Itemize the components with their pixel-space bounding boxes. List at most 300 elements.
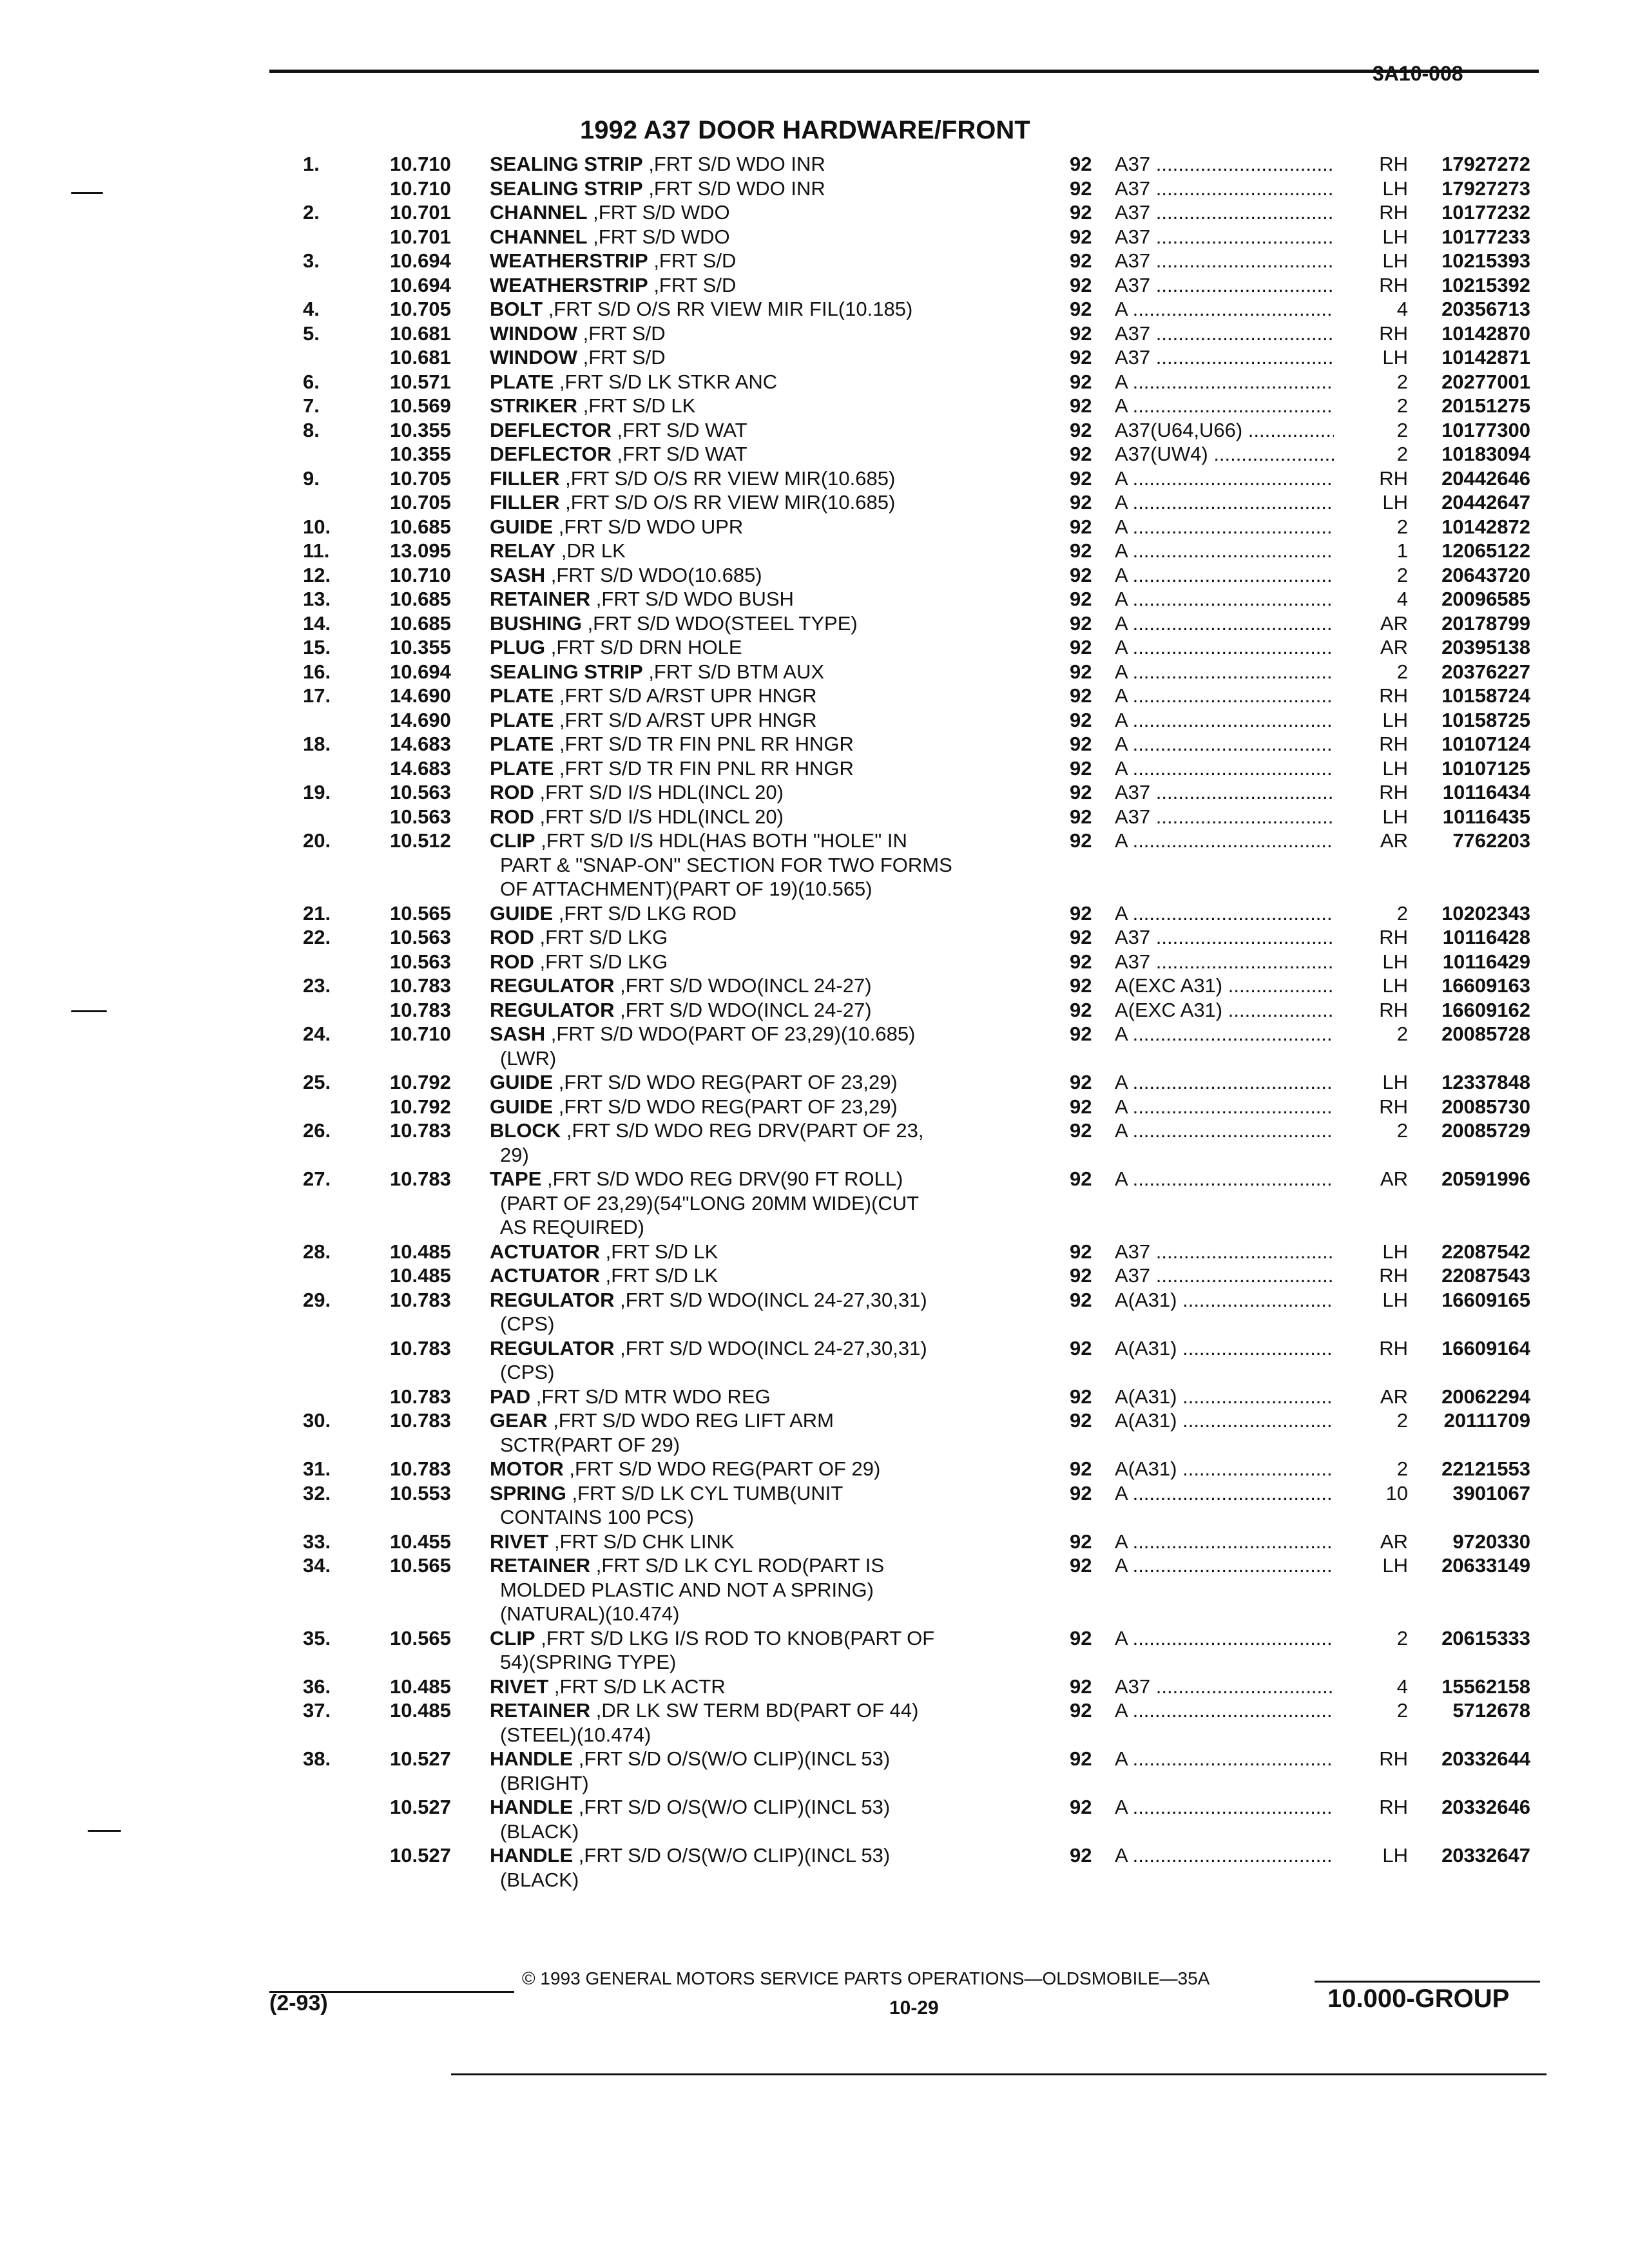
model-year: 92 — [1070, 781, 1092, 803]
part-description: ,FRT S/D CHK LINK — [548, 1530, 735, 1553]
model-year: 92 — [1070, 926, 1092, 948]
part-name: RELAY — [490, 539, 556, 562]
part-description: ,FRT S/D O/S RR VIEW MIR(10.685) — [559, 466, 896, 490]
part-description: ,DR LK — [555, 539, 626, 562]
group-number: 10.355 — [390, 636, 451, 658]
part-number: 20085730 — [1441, 1095, 1530, 1118]
part-name-cell — [490, 635, 1044, 660]
part-description: ,FRT S/D WDO INR — [642, 177, 825, 200]
part-number: 10116428 — [1442, 926, 1530, 948]
series: A ..... — [1115, 1022, 1334, 1046]
model-year: 92 — [1070, 901, 1092, 925]
quantity: LH — [1382, 974, 1408, 997]
continued-description: (BLACK) — [500, 1820, 579, 1843]
group-number: 10.701 — [390, 225, 451, 248]
quantity: LH — [1382, 249, 1408, 272]
group-number: 10.783 — [390, 1457, 451, 1480]
part-name: GUIDE — [490, 1071, 554, 1093]
part-name: RIVET — [490, 1675, 549, 1698]
part-name: BLOCK — [490, 1119, 561, 1142]
continued-description: (CPS) — [500, 1361, 555, 1383]
part-number: 16609164 — [1441, 1336, 1530, 1360]
group-number: 10.565 — [390, 901, 451, 925]
part-row — [0, 950, 1629, 974]
part-row — [0, 152, 1629, 177]
part-description: ,FRT S/D WDO REG DRV(90 FT ROLL) — [541, 1168, 903, 1190]
part-name: PLATE — [490, 684, 554, 707]
part-name-cell — [490, 1264, 1044, 1288]
part-description: ,FRT S/D LKG — [534, 950, 668, 973]
group-number: 14.683 — [390, 756, 451, 780]
group-number: 10.694 — [390, 660, 451, 683]
description-continuation — [0, 1650, 1629, 1675]
part-number: 20085729 — [1441, 1119, 1530, 1142]
series: A(A31) ..... — [1115, 1385, 1334, 1409]
series: A(EXC A31) ..... — [1115, 998, 1334, 1023]
group-number: 10.563 — [390, 805, 451, 828]
group-number: 10.783 — [390, 1385, 451, 1408]
part-name-cell — [490, 708, 1044, 733]
continued-description: (CPS) — [500, 1312, 555, 1335]
part-description: ,FRT S/D WDO(INCL 24-27) — [614, 998, 872, 1021]
part-name: BOLT — [490, 298, 543, 320]
description-continuation — [0, 1578, 1629, 1602]
part-number: 20615333 — [1441, 1626, 1530, 1649]
group-number: 10.512 — [390, 829, 451, 852]
part-description: ,FRT S/D LK CYL TUMB(UNIT — [566, 1481, 843, 1504]
part-name-cell — [490, 1336, 1044, 1361]
part-row — [0, 297, 1629, 322]
description-continuation — [0, 1433, 1629, 1457]
part-description: ,FRT S/D — [577, 346, 666, 369]
part-name-cell — [490, 1457, 1044, 1481]
ref-number: 22. — [303, 926, 331, 948]
quantity: LH — [1382, 805, 1408, 828]
part-description: ,FRT S/D TR FIN PNL RR HNGR — [554, 733, 854, 755]
part-name: REGULATOR — [490, 1336, 615, 1360]
series: A37 ..... — [1115, 200, 1334, 225]
part-row — [0, 249, 1629, 273]
part-number: 20332646 — [1441, 1796, 1530, 1818]
series: A ..... — [1115, 1530, 1334, 1554]
part-number: 20376227 — [1441, 660, 1530, 683]
part-name-cell — [490, 829, 1044, 853]
revision-date: (2-93) — [269, 1991, 328, 2015]
model-year: 92 — [1070, 370, 1092, 393]
ref-number: 28. — [303, 1240, 331, 1263]
part-name: CLIP — [490, 829, 535, 852]
part-name: RIVET — [490, 1530, 549, 1553]
part-row — [0, 225, 1629, 249]
description-continuation — [0, 1312, 1629, 1336]
part-name: STRIKER — [490, 394, 578, 417]
model-year: 92 — [1070, 1554, 1092, 1577]
part-row — [0, 1264, 1629, 1288]
part-description: ,FRT S/D WDO — [587, 225, 730, 248]
quantity: RH — [1379, 1796, 1408, 1818]
quantity: LH — [1382, 225, 1408, 248]
part-name: SPRING — [490, 1481, 566, 1504]
page-code: 3A10-008 — [1373, 62, 1463, 85]
quantity: AR — [1380, 1168, 1408, 1190]
part-name-cell — [490, 563, 1044, 588]
part-description: ,FRT S/D WDO REG(PART OF 23,29) — [553, 1095, 898, 1118]
series: A37 ..... — [1115, 1264, 1334, 1288]
quantity: 4 — [1396, 588, 1408, 610]
series: A ..... — [1115, 660, 1334, 684]
group-number: 10.685 — [390, 611, 451, 635]
quantity: 10 — [1385, 1481, 1408, 1504]
series: A37 ..... — [1115, 345, 1334, 370]
part-name-cell — [490, 225, 1044, 249]
ref-number: 15. — [303, 636, 331, 658]
group-number: 10.783 — [390, 1119, 451, 1142]
part-description: ,FRT S/D LK STKR ANC — [554, 370, 778, 393]
part-description: ,FRT S/D — [648, 273, 737, 296]
part-number: 20591996 — [1441, 1168, 1530, 1190]
page-title: 1992 A37 DOOR HARDWARE/FRONT — [580, 116, 1030, 144]
continued-description: (NATURAL)(10.474) — [500, 1602, 680, 1625]
part-row — [0, 1698, 1629, 1723]
ref-number: 25. — [303, 1071, 331, 1093]
part-name: PAD — [490, 1385, 531, 1408]
part-row — [0, 1530, 1629, 1554]
part-row — [0, 901, 1629, 926]
part-description: ,FRT S/D A/RST UPR HNGR — [554, 708, 817, 731]
group-number: 10.485 — [390, 1675, 451, 1698]
series: A(A31) ..... — [1115, 1408, 1334, 1433]
group-number: 10.694 — [390, 249, 451, 272]
part-number: 17927272 — [1441, 153, 1530, 175]
description-continuation — [0, 1723, 1629, 1747]
model-year: 92 — [1070, 708, 1092, 731]
series: A(EXC A31) ..... — [1115, 974, 1334, 998]
series: A ..... — [1115, 1626, 1334, 1651]
series: A37 ..... — [1115, 152, 1334, 177]
ref-number: 38. — [303, 1747, 331, 1770]
continued-description: PART & "SNAP-ON" SECTION FOR TWO FORMS — [500, 853, 952, 876]
part-number: 10177233 — [1441, 225, 1530, 248]
continued-description: (PART OF 23,29)(54"LONG 20MM WIDE)(CUT — [500, 1191, 920, 1215]
quantity: LH — [1382, 1554, 1408, 1577]
part-name: ROD — [490, 805, 534, 828]
group-number: 10.527 — [390, 1796, 451, 1818]
group-number: 10.355 — [390, 418, 451, 441]
group-number: 10.705 — [390, 491, 451, 514]
part-name: PLATE — [490, 708, 554, 731]
part-name-cell — [490, 1553, 1044, 1578]
part-name: ROD — [490, 781, 534, 803]
model-year: 92 — [1070, 950, 1092, 973]
part-name: DEFLECTOR — [490, 443, 612, 465]
model-year: 92 — [1070, 756, 1092, 780]
part-name: FILLER — [490, 491, 560, 514]
part-name-cell — [490, 1843, 1044, 1868]
model-year: 92 — [1070, 1385, 1092, 1408]
quantity: RH — [1379, 1264, 1408, 1287]
model-year: 92 — [1070, 1747, 1092, 1770]
part-row — [0, 684, 1629, 708]
quantity: LH — [1382, 1288, 1408, 1311]
part-name-cell — [490, 780, 1044, 805]
series: A37 ..... — [1115, 249, 1334, 273]
part-name: ACTUATOR — [490, 1240, 601, 1263]
part-name: CLIP — [490, 1626, 535, 1649]
quantity: 2 — [1396, 901, 1408, 925]
series: A ..... — [1115, 394, 1334, 418]
part-description: ,FRT S/D WDO REG DRV(PART OF 23, — [561, 1119, 924, 1142]
part-row — [0, 1022, 1629, 1046]
part-description: ,FRT S/D I/S HDL(HAS BOTH "HOLE" IN — [535, 829, 907, 852]
group-number: 10.565 — [390, 1626, 451, 1649]
part-name: WINDOW — [490, 322, 578, 345]
part-name: SASH — [490, 1023, 546, 1045]
part-number: 16609165 — [1441, 1288, 1530, 1311]
part-name-cell — [490, 1675, 1044, 1699]
part-number: 12065122 — [1441, 539, 1530, 562]
part-name-cell — [490, 1167, 1044, 1191]
part-number: 10202343 — [1441, 901, 1530, 925]
ref-number: 9. — [303, 466, 320, 490]
model-year: 92 — [1070, 1288, 1092, 1311]
part-description: ,FRT S/D WDO UPR — [553, 515, 744, 538]
part-number: 20096585 — [1441, 588, 1530, 610]
part-number: 20085728 — [1441, 1023, 1530, 1045]
model-year: 92 — [1070, 1457, 1092, 1480]
ref-number: 26. — [303, 1119, 331, 1142]
part-description: ,FRT S/D WDO(INCL 24-27,30,31) — [614, 1336, 927, 1360]
part-number: 20332644 — [1441, 1747, 1530, 1770]
ref-number: 10. — [303, 515, 331, 538]
continued-description: 54)(SPRING TYPE) — [500, 1651, 677, 1673]
part-name: REGULATOR — [490, 974, 615, 997]
series: A ..... — [1115, 732, 1334, 756]
part-row — [0, 273, 1629, 298]
part-number: 20395138 — [1441, 636, 1530, 658]
part-row — [0, 974, 1629, 998]
part-name-cell — [490, 345, 1044, 370]
model-year: 92 — [1070, 1095, 1092, 1118]
part-number: 20356713 — [1441, 298, 1530, 320]
part-description: ,FRT S/D LKG I/S ROD TO KNOB(PART OF — [535, 1626, 935, 1649]
part-name-cell — [490, 297, 1044, 322]
part-name: ROD — [490, 926, 534, 948]
part-row — [0, 563, 1629, 588]
part-name: RETAINER — [490, 1554, 591, 1577]
part-description: ,FRT S/D WDO BUSH — [590, 588, 794, 610]
part-number: 20643720 — [1441, 563, 1530, 586]
quantity: 4 — [1396, 298, 1408, 320]
quantity: AR — [1380, 611, 1408, 635]
group-number: 10.485 — [390, 1699, 451, 1722]
part-row — [0, 515, 1629, 539]
group-number: 14.690 — [390, 684, 451, 707]
series: A ..... — [1115, 901, 1334, 926]
series: A ..... — [1115, 1795, 1334, 1820]
group-number: 10.710 — [390, 1023, 451, 1045]
quantity: 2 — [1396, 1457, 1408, 1480]
continued-description: (BRIGHT) — [500, 1771, 589, 1794]
series: A37 ..... — [1115, 273, 1334, 298]
part-row — [0, 1070, 1629, 1095]
part-name: RETAINER — [490, 588, 591, 610]
group-number: 10.705 — [390, 298, 451, 320]
part-name-cell — [490, 177, 1044, 201]
part-row — [0, 805, 1629, 829]
part-number: 5712678 — [1452, 1699, 1530, 1722]
part-name: WEATHERSTRIP — [490, 249, 648, 272]
model-year: 92 — [1070, 998, 1092, 1021]
part-number: 10177232 — [1441, 201, 1530, 224]
part-name: SEALING STRIP — [490, 177, 643, 200]
description-continuation — [0, 853, 1629, 878]
part-description: ,FRT S/D I/S HDL(INCL 20) — [534, 805, 784, 828]
model-year: 92 — [1070, 515, 1092, 538]
part-name: MOTOR — [490, 1457, 564, 1480]
series: A ..... — [1115, 684, 1334, 708]
part-number: 10116429 — [1442, 950, 1530, 973]
part-name-cell — [490, 1070, 1044, 1095]
part-name: TAPE — [490, 1168, 542, 1190]
part-name: SASH — [490, 563, 546, 586]
quantity: LH — [1382, 708, 1408, 731]
part-number: 10183094 — [1441, 443, 1530, 465]
group-number: 14.690 — [390, 708, 451, 731]
group-number: 14.683 — [390, 733, 451, 755]
series: A ..... — [1115, 1070, 1334, 1095]
model-year: 92 — [1070, 539, 1092, 562]
model-year: 92 — [1070, 1336, 1092, 1360]
part-name-cell — [490, 1022, 1044, 1046]
part-name-cell — [490, 1288, 1044, 1312]
part-name-cell — [490, 1747, 1044, 1771]
part-name: BUSHING — [490, 611, 582, 635]
part-name: SEALING STRIP — [490, 153, 643, 175]
ref-number: 7. — [303, 394, 320, 417]
model-year: 92 — [1070, 394, 1092, 417]
part-row — [0, 1095, 1629, 1119]
ref-number: 33. — [303, 1530, 331, 1553]
part-row — [0, 1553, 1629, 1578]
series: A ..... — [1115, 1119, 1334, 1143]
model-year: 92 — [1070, 322, 1092, 345]
series: A37(U64,U66) ..... — [1115, 418, 1334, 443]
series: A ..... — [1115, 635, 1334, 660]
part-number: 9720330 — [1452, 1530, 1530, 1553]
model-year: 92 — [1070, 273, 1092, 296]
continued-description: 29) — [500, 1143, 529, 1166]
part-name-cell — [490, 490, 1044, 515]
ref-number: 3. — [303, 249, 320, 272]
group-number: 10.685 — [390, 515, 451, 538]
part-description: ,FRT S/D WDO(STEEL TYPE) — [581, 611, 858, 635]
quantity: RH — [1379, 926, 1408, 948]
quantity: 2 — [1396, 1409, 1408, 1432]
part-row — [0, 1408, 1629, 1433]
part-name-cell — [490, 1385, 1044, 1409]
series: A(A31) ..... — [1115, 1336, 1334, 1361]
bottom-rule — [451, 2073, 1547, 2075]
part-row — [0, 1843, 1629, 1868]
part-name: GUIDE — [490, 1095, 554, 1118]
group-number: 10.783 — [390, 1336, 451, 1360]
quantity: RH — [1379, 781, 1408, 803]
group-number: 10.527 — [390, 1747, 451, 1770]
model-year: 92 — [1070, 1626, 1092, 1649]
group-number: 10.792 — [390, 1071, 451, 1093]
part-row — [0, 418, 1629, 443]
model-year: 92 — [1070, 298, 1092, 320]
series: A ..... — [1115, 539, 1334, 563]
model-year: 92 — [1070, 491, 1092, 514]
quantity: RH — [1379, 322, 1408, 345]
part-name-cell — [490, 1795, 1044, 1820]
series: A37 ..... — [1115, 177, 1334, 201]
part-row — [0, 1481, 1629, 1506]
ref-number: 1. — [303, 153, 320, 175]
part-name-cell — [490, 249, 1044, 273]
model-year: 92 — [1070, 563, 1092, 586]
part-row — [0, 466, 1629, 491]
model-year: 92 — [1070, 177, 1092, 200]
description-continuation — [0, 1868, 1629, 1892]
parts-list — [0, 152, 1629, 1892]
series: A ..... — [1115, 1843, 1334, 1868]
part-name-cell — [490, 611, 1044, 636]
group-label: 10.000-GROUP — [1327, 1984, 1510, 2013]
ref-number: 30. — [303, 1409, 331, 1432]
part-number: 10158725 — [1441, 708, 1530, 731]
model-year: 92 — [1070, 1844, 1092, 1867]
quantity: RH — [1379, 273, 1408, 296]
group-number: 10.681 — [390, 322, 451, 345]
group-number: 10.681 — [390, 346, 451, 369]
series: A37 ..... — [1115, 950, 1334, 974]
part-name-cell — [490, 950, 1044, 974]
part-description: ,FRT S/D WDO REG(PART OF 29) — [563, 1457, 881, 1480]
part-name: PLATE — [490, 756, 554, 780]
part-name: FILLER — [490, 466, 560, 490]
part-description: ,FRT S/D — [648, 249, 737, 272]
ref-number: 21. — [303, 901, 331, 925]
part-number: 10142872 — [1441, 515, 1530, 538]
quantity: 2 — [1396, 515, 1408, 538]
series: A(A31) ..... — [1115, 1457, 1334, 1481]
part-description: ,FRT S/D LK — [600, 1240, 718, 1263]
part-row — [0, 611, 1629, 636]
series: A ..... — [1115, 756, 1334, 781]
part-name-cell — [490, 418, 1044, 443]
part-description: ,FRT S/D WDO(INCL 24-27,30,31) — [614, 1288, 927, 1311]
quantity: LH — [1382, 1071, 1408, 1093]
ref-number: 29. — [303, 1288, 331, 1311]
ref-number: 36. — [303, 1675, 331, 1698]
part-name: PLUG — [490, 636, 546, 658]
description-continuation — [0, 1771, 1629, 1796]
model-year: 92 — [1070, 660, 1092, 683]
part-number: 20151275 — [1441, 394, 1530, 417]
quantity: 1 — [1396, 539, 1408, 562]
ref-number: 18. — [303, 733, 331, 755]
description-continuation — [0, 1602, 1629, 1626]
continued-description: (STEEL)(10.474) — [500, 1723, 651, 1746]
quantity: 2 — [1396, 1699, 1408, 1722]
footer-rule-right — [1315, 1981, 1540, 1983]
description-continuation — [0, 1191, 1629, 1216]
quantity: RH — [1379, 1336, 1408, 1360]
part-name-cell — [490, 732, 1044, 756]
part-description: ,FRT S/D O/S(W/O CLIP)(INCL 53) — [573, 1844, 891, 1867]
